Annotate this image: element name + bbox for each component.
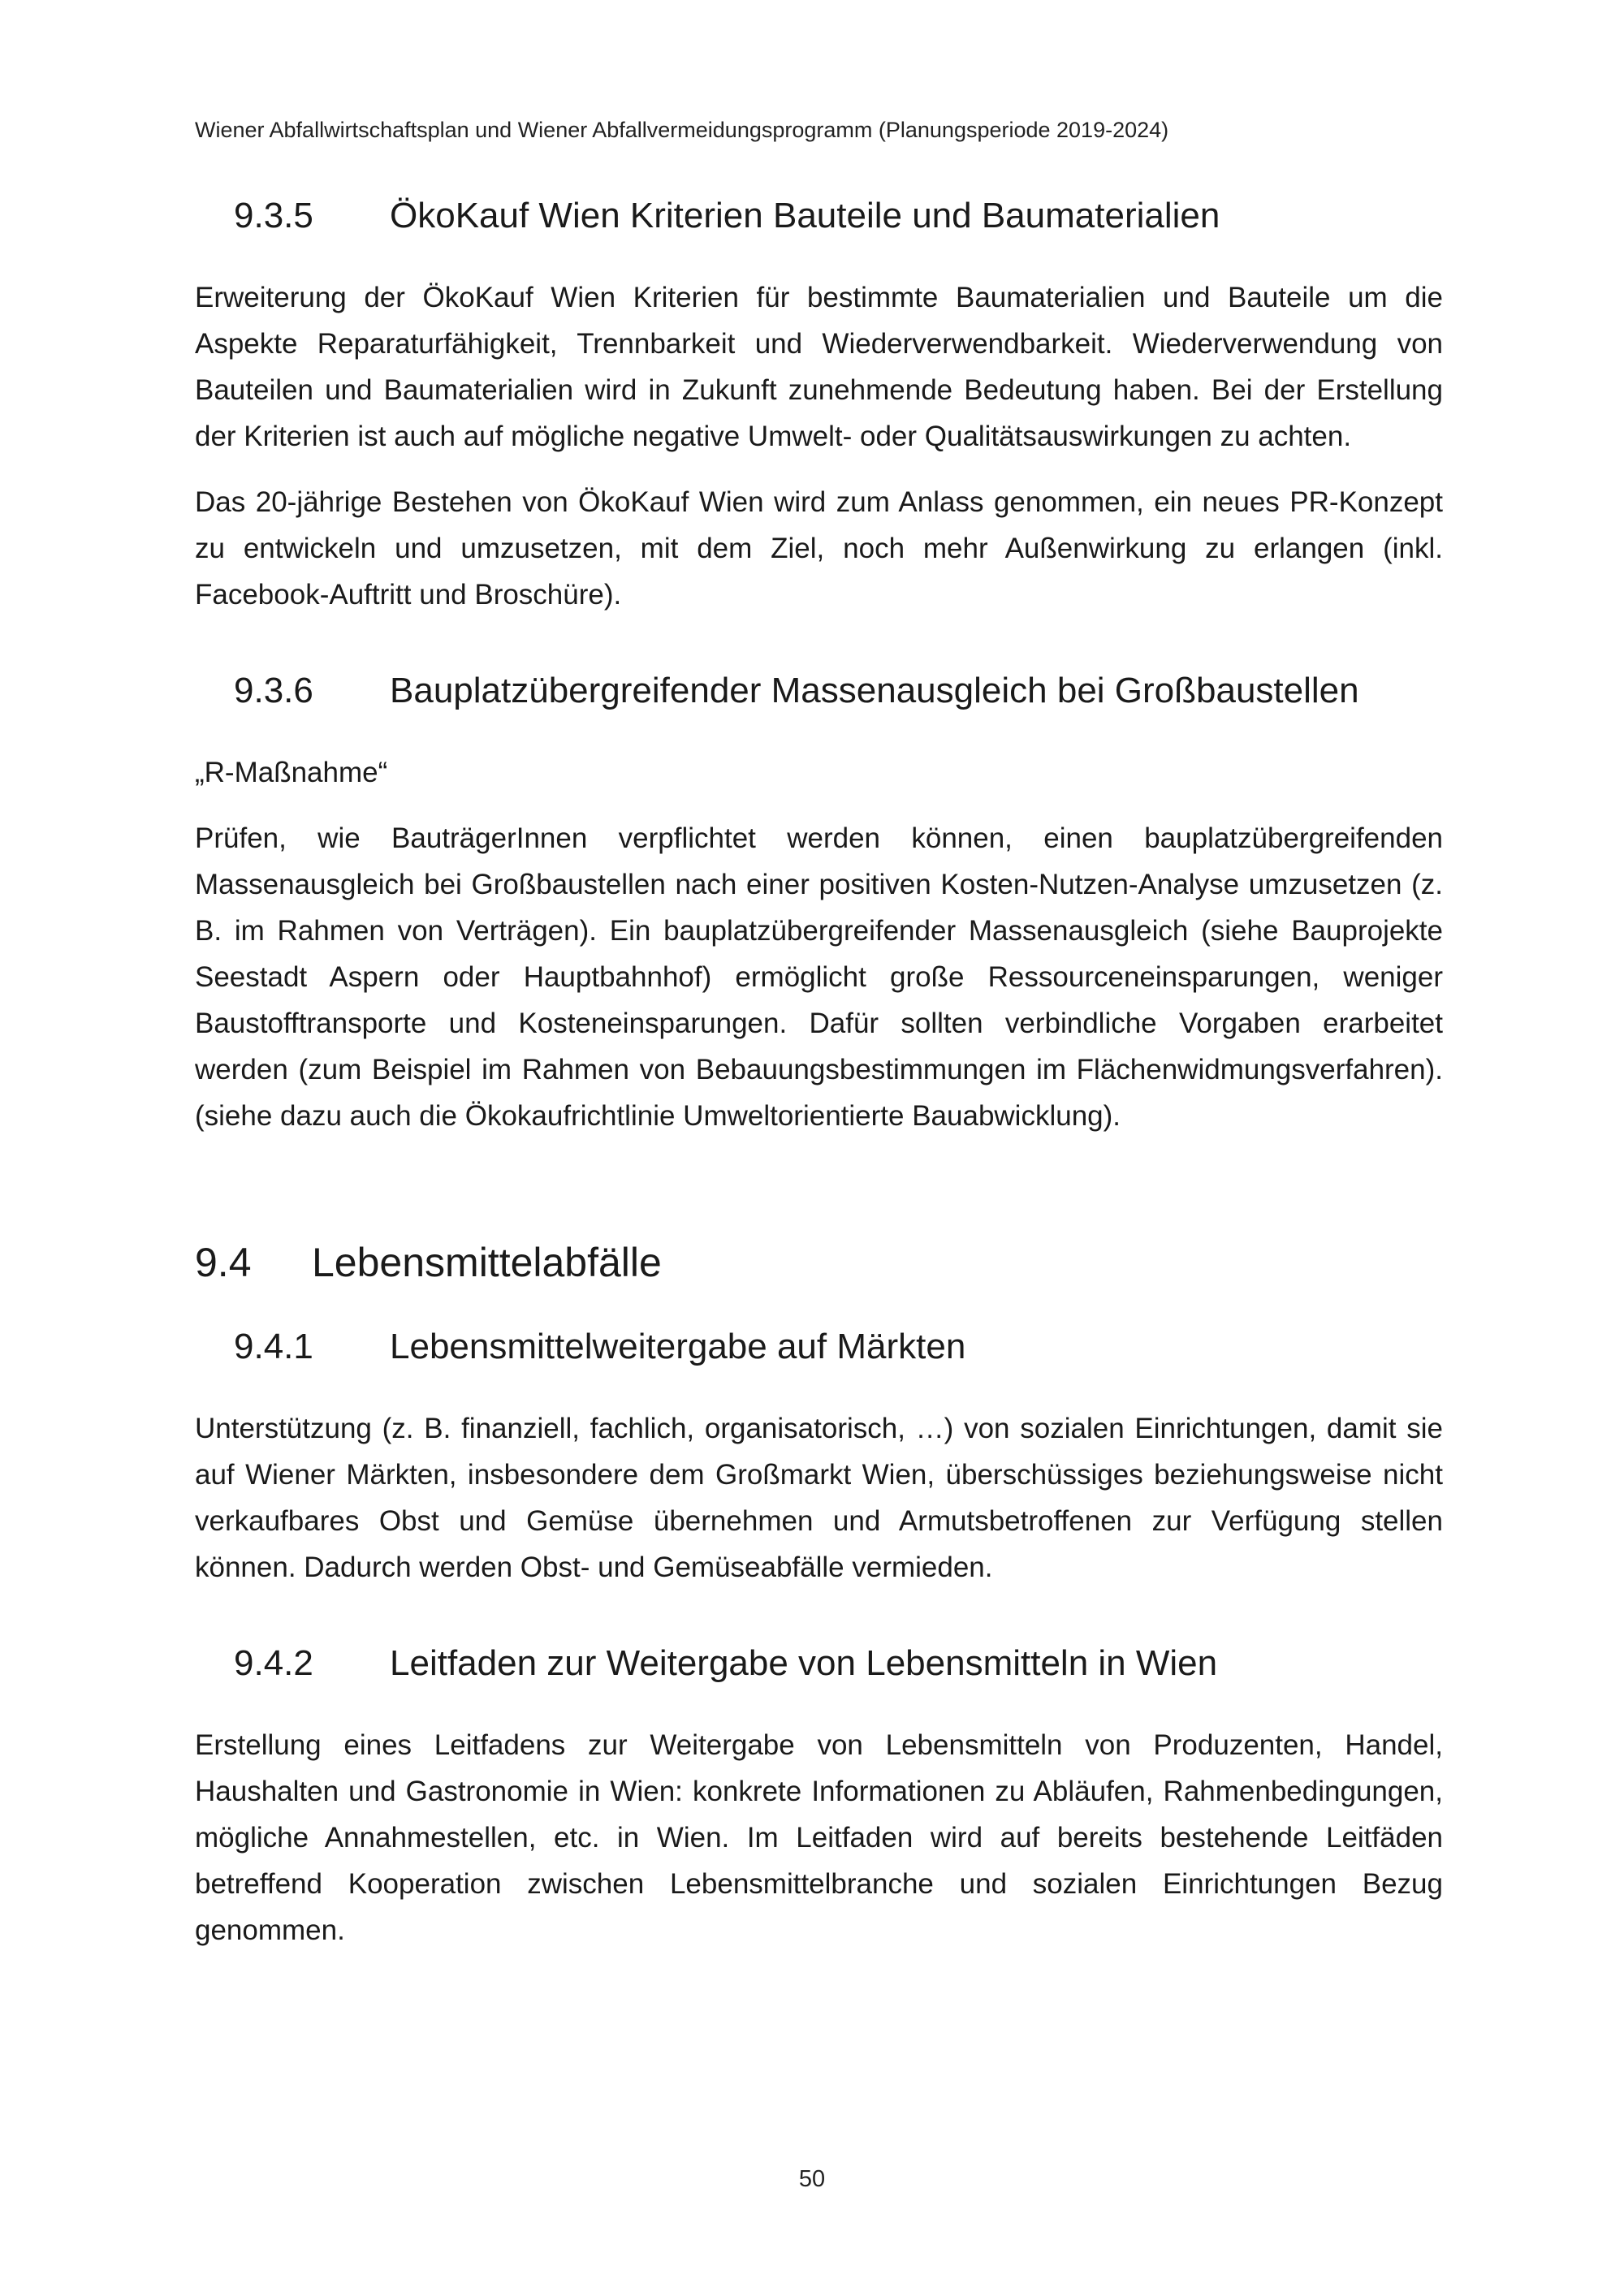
heading-9-4-2 (234, 1641, 1443, 1686)
page-number: 50 (798, 2166, 826, 2192)
paragraph-9-4-1-1: Unterstützung (z. B. finanziell, fachlich, organisatorisch, …) von sozialen Einrichtungen, damit sie auf Wiener Märkten, insbesondere dem Großmarkt Wien, überschüssiges beziehungsweise nicht verkaufbares Obst und Gemüse übernehmen und Armutsbetroffenen zur Verfügung stellen können. Dadurch werden Obst- und Gemüseabfälle vermieden. (195, 1413, 1443, 1583)
running-header: Wiener Abfallwirtschaftsplan und Wiener Abfallvermeidungsprogramm (Planungsperiode 2019-2024) (195, 118, 1169, 142)
section-title: Bauplatzübergreifender Massenausgleich bei Großbaustellen (390, 671, 1359, 710)
paragraph-9-3-5-1: Erweiterung der ÖkoKauf Wien Kriterien für bestimmte Baumaterialien und Bauteile um die Aspekte Reparaturfähigkeit, Trennbarkeit und Wiederverwendbarkeit. Wiederverwendung von Bauteilen und Baumaterialien wird in Zukunft zunehmende Bedeutung haben. Bei der Erstellung der Kriterien ist auch auf mögliche negative Umwelt- oder Qualitätsauswirkungen zu achten. (195, 282, 1443, 452)
section-title: Lebensmittelabfälle (312, 1240, 662, 1285)
page-content (195, 193, 1443, 1953)
section-title: Leitfaden zur Weitergabe von Lebensmitteln in Wien (390, 1643, 1218, 1683)
heading-9-4 (195, 1236, 1443, 1288)
section-number: 9.4 (195, 1240, 252, 1285)
section-number: 9.3.5 (234, 196, 313, 235)
section-title: Lebensmittelweitergabe auf Märkten (390, 1327, 966, 1366)
section-number: 9.3.6 (234, 671, 313, 710)
heading-9-4-1 (234, 1324, 1443, 1370)
measure-tag: „R-Maßnahme“ (195, 757, 388, 788)
heading-9-3-5 (234, 193, 1443, 239)
section-number: 9.4.2 (234, 1643, 313, 1683)
paragraph-9-4-2-1: Erstellung eines Leitfadens zur Weitergabe von Lebensmitteln von Produzenten, Handel, Haushalten und Gastronomie in Wien: konkrete Informationen zu Abläufen, Rahmenbedingungen, mögliche Annahmestellen, etc. in Wien. Im Leitfaden wird auf bereits bestehende Leitfäden betreffend Kooperation zwischen Lebensmittelbranche und sozialen Einrichtungen Bezug genommen. (195, 1729, 1443, 1946)
heading-9-3-6 (234, 668, 1443, 714)
section-number: 9.4.1 (234, 1327, 313, 1366)
paragraph-9-3-6-1: Prüfen, wie BauträgerInnen verpflichtet werden können, einen bauplatzübergreifenden Massenausgleich bei Großbaustellen nach einer positiven Kosten-Nutzen-Analyse umzusetzen (z. B. im Rahmen von Verträgen). Ein bauplatzübergreifender Massenausgleich (siehe Bauprojekte Seestadt Aspern oder Hauptbahnhof) ermöglicht große Ressourceneinsparungen, weniger Baustofftransporte und Kosteneinsparungen. Dafür sollten verbindliche Vorgaben erarbeitet werden (zum Beispiel im Rahmen von Bebauungsbestimmungen im Flächenwidmungsverfahren). (siehe dazu auch die Ökokaufrichtlinie Umweltorientierte Bauabwicklung). (195, 822, 1443, 1132)
paragraph-9-3-5-2: Das 20-jährige Bestehen von ÖkoKauf Wien wird zum Anlass genommen, ein neues PR-Konzept zu entwickeln und umzusetzen, mit dem Ziel, noch mehr Außenwirkung zu erlangen (inkl. Facebook-Auftritt und Broschüre). (195, 486, 1443, 611)
section-title: ÖkoKauf Wien Kriterien Bauteile und Baumaterialien (390, 196, 1220, 235)
